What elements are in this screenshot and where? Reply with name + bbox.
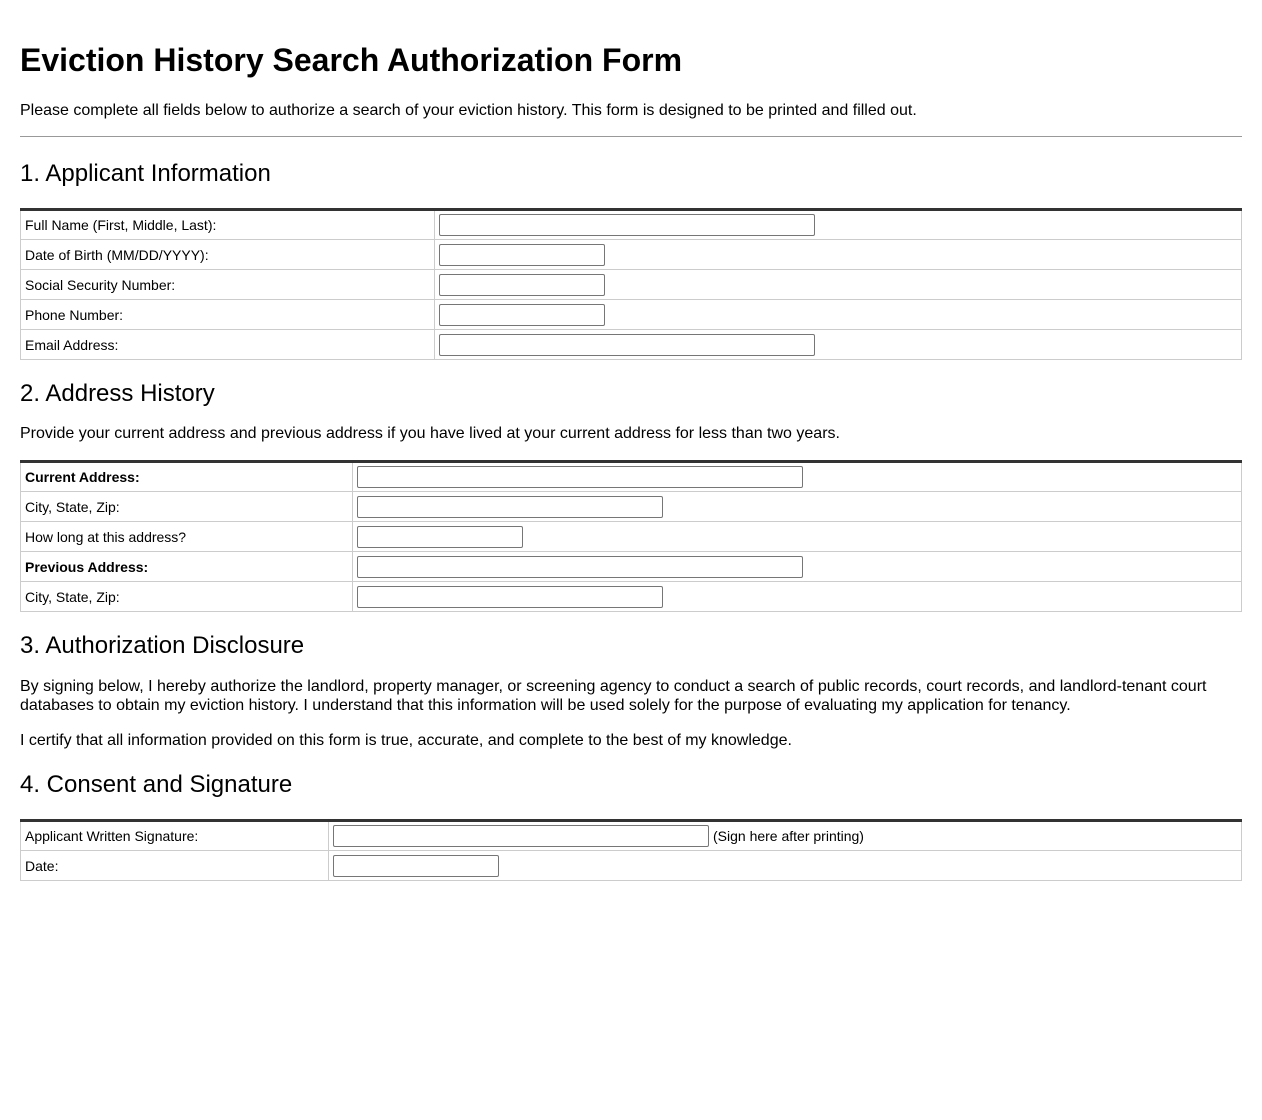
current-city-state-zip-field[interactable] [357, 496, 663, 518]
table-row [21, 552, 1242, 582]
date-of-birth-field[interactable] [439, 244, 605, 266]
page-title: Eviction History Search Authorization Form [20, 42, 683, 78]
date-label: Date: [21, 851, 329, 881]
table-row [21, 330, 1242, 360]
ssn-label: Social Security Number: [21, 270, 435, 300]
how-long-field[interactable] [357, 526, 523, 548]
date-field[interactable] [333, 855, 499, 877]
table-row [21, 492, 1242, 522]
authorization-paragraph: By signing below, I hereby authorize the landlord, property manager, or screening agency to conduct a search of public records, court records, and landlord-tenant court databases to obtain my eviction history. I understand that this information will be used solely for the purpose of evaluating my application for tenancy. [20, 678, 1207, 714]
how-long-label: How long at this address? [21, 522, 353, 552]
table-row [21, 210, 1242, 240]
previous-city-state-zip-field[interactable] [357, 586, 663, 608]
section-heading-applicant-information: 1. Applicant Information [20, 160, 271, 187]
current-address-field[interactable] [357, 466, 803, 488]
address-history-description: Provide your current address and previous address if you have lived at your current address for less than two years. [20, 425, 840, 442]
email-address-field[interactable] [439, 334, 815, 356]
certification-paragraph: I certify that all information provided on this form is true, accurate, and complete to the best of my knowledge. [20, 732, 792, 749]
full-name-label: Full Name (First, Middle, Last): [21, 210, 435, 240]
previous-address-field[interactable] [357, 556, 803, 578]
table-row [21, 270, 1242, 300]
table-row [21, 300, 1242, 330]
applicant-information-table [20, 208, 1242, 360]
table-row [21, 462, 1242, 492]
previous-city-state-zip-label: City, State, Zip: [21, 582, 353, 612]
section-heading-consent-and-signature: 4. Consent and Signature [20, 771, 293, 798]
phone-number-field[interactable] [439, 304, 605, 326]
table-row [21, 851, 1242, 881]
current-address-label: Current Address: [21, 462, 353, 492]
section-heading-authorization-disclosure: 3. Authorization Disclosure [20, 632, 305, 659]
date-of-birth-label: Date of Birth (MM/DD/YYYY): [21, 240, 435, 270]
table-row [21, 240, 1242, 270]
signature-note: (Sign here after printing) [713, 828, 864, 844]
signature-label: Applicant Written Signature: [21, 821, 329, 851]
email-address-label: Email Address: [21, 330, 435, 360]
address-history-table [20, 460, 1242, 612]
ssn-field[interactable] [439, 274, 605, 296]
table-row [21, 522, 1242, 552]
previous-address-label: Previous Address: [21, 552, 353, 582]
current-city-state-zip-label: City, State, Zip: [21, 492, 353, 522]
divider [20, 136, 1242, 137]
phone-number-label: Phone Number: [21, 300, 435, 330]
consent-signature-table [20, 819, 1242, 881]
table-row [21, 821, 1242, 851]
full-name-field[interactable] [439, 214, 815, 236]
section-heading-address-history: 2. Address History [20, 380, 215, 407]
signature-field[interactable] [333, 825, 709, 847]
table-row [21, 582, 1242, 612]
intro-text: Please complete all fields below to authorize a search of your eviction history. This form is designed to be printed and filled out. [20, 102, 917, 119]
